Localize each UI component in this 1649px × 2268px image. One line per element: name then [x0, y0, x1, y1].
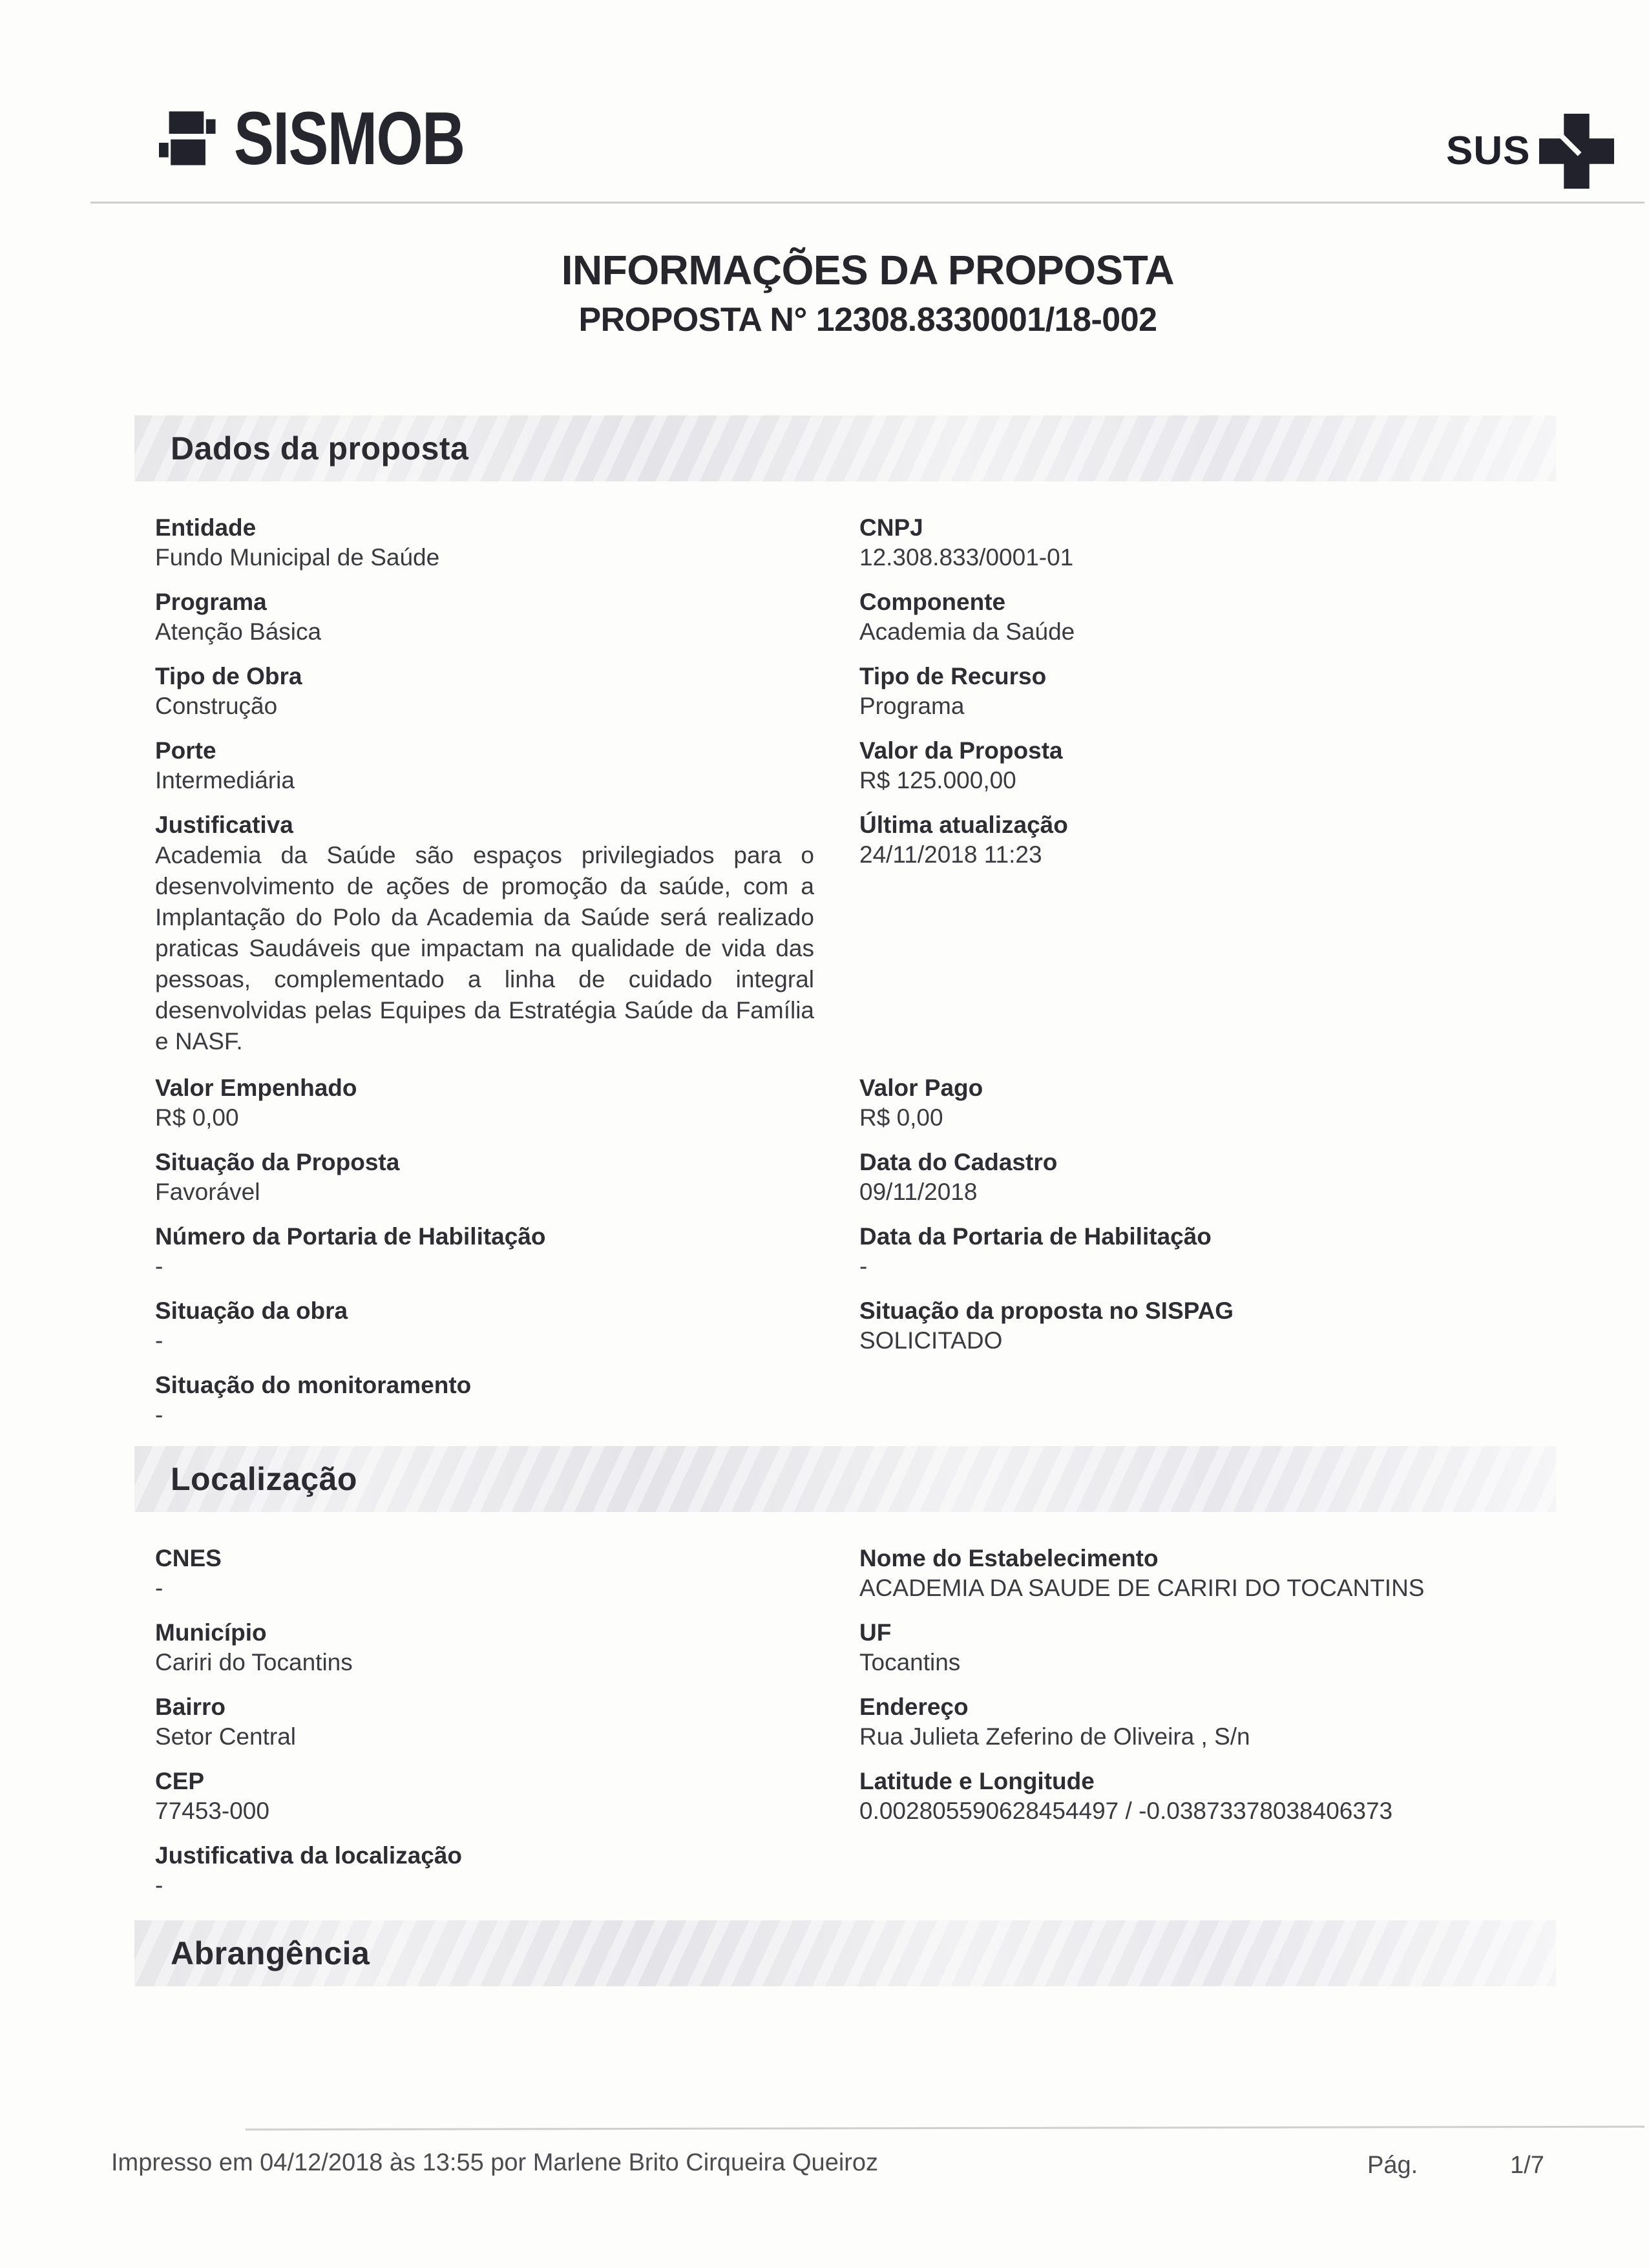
field-data-do-cadastro [859, 1148, 1557, 1206]
field-data-portaria-habilitacao [859, 1223, 1557, 1280]
field-value: - [859, 1253, 868, 1279]
field-label: Valor Empenhado [155, 1075, 357, 1101]
field-value: 24/11/2018 11:23 [859, 841, 1042, 868]
field-label: Valor Pago [859, 1075, 983, 1101]
field-endereco [859, 1693, 1557, 1750]
field-label: Última atualização [859, 812, 1068, 838]
field-value: Programa [859, 693, 965, 719]
section-title-dados: Dados da proposta [171, 430, 469, 467]
field-valor-da-proposta [859, 737, 1557, 794]
field-programa [155, 588, 859, 646]
sismob-logo [159, 96, 522, 180]
field-componente [859, 588, 1557, 646]
field-value: Setor Central [155, 1723, 296, 1750]
field-situacao-da-obra [155, 1297, 859, 1354]
field-justificativa-da-localizacao [155, 1842, 859, 1899]
field-value: Construção [155, 693, 278, 719]
field-nome-do-estabelecimento [859, 1544, 1557, 1602]
field-label: Porte [155, 737, 216, 764]
field-entidade [155, 514, 859, 571]
field-situacao-proposta-sispag [859, 1297, 1557, 1354]
field-label: UF [859, 1619, 892, 1646]
field-value: Academia da Saúde [859, 618, 1075, 645]
field-label: Data do Cadastro [859, 1149, 1058, 1175]
field-value: 0.002805590628454497 / -0.03873378038406373 [859, 1798, 1393, 1824]
field-label: Situação da Proposta [155, 1149, 400, 1175]
field-value: Fundo Municipal de Saúde [155, 544, 440, 571]
page-title: INFORMAÇÕES DA PROPOSTA [561, 247, 1175, 293]
footer-divider [246, 2126, 1644, 2131]
proposal-number-subtitle: PROPOSTA N° 12308.8330001/18-002 [578, 300, 1157, 339]
field-label: Programa [155, 589, 267, 615]
field-value: Rua Julieta Zeferino de Oliveira , S/n [859, 1723, 1250, 1750]
field-value: 09/11/2018 [859, 1179, 978, 1205]
sus-cross-icon [1539, 114, 1614, 189]
sismob-blocks-icon [159, 107, 226, 170]
field-label: Endereço [859, 1694, 969, 1720]
field-label: Valor da Proposta [859, 737, 1063, 764]
field-valor-pago [859, 1074, 1557, 1131]
field-tipo-de-recurso [859, 662, 1557, 720]
field-value: Academia da Saúde são espaços privilegiados para o desenvolvimento de ações de promoção da saúde, com a Implantação do Polo da Academia da Saúde será realizado praticas Saudáveis que impactam na qualidade de vida das pessoas, complementado a linha de cuidado integral desenvolvidas pelas Equipes da Estratégia Saúde da Família e NASF. [155, 842, 814, 1055]
field-value: R$ 125.000,00 [859, 767, 1016, 793]
dados-field-grid [155, 514, 1557, 1429]
field-label: Justificativa da localização [155, 1842, 463, 1869]
field-tipo-de-obra [155, 662, 859, 720]
field-label: CEP [155, 1768, 205, 1794]
field-value: 77453-000 [155, 1798, 269, 1824]
field-ultima-atualizacao [859, 811, 1557, 868]
field-value: Tocantins [859, 1649, 961, 1675]
field-cnes [155, 1544, 859, 1602]
field-value: R$ 0,00 [155, 1104, 239, 1131]
field-bairro [155, 1693, 859, 1750]
field-label: Entidade [155, 514, 257, 541]
field-value: Atenção Básica [155, 618, 322, 645]
field-label: CNES [155, 1545, 222, 1571]
field-label: CNPJ [859, 514, 923, 541]
field-valor-empenhado [155, 1074, 859, 1131]
field-label: Situação do monitoramento [155, 1372, 472, 1398]
sismob-logo-text: SISMOB [234, 96, 465, 180]
sus-logo [1446, 114, 1614, 189]
field-cnpj [859, 514, 1557, 571]
print-info: Impresso em 04/12/2018 às 13:55 por Marlene Brito Cirqueira Queiroz [111, 2149, 879, 2176]
field-value: - [155, 1402, 163, 1428]
field-label: Latitude e Longitude [859, 1768, 1095, 1794]
title-block [87, 247, 1649, 339]
localizacao-field-grid [155, 1544, 1557, 1899]
field-value: - [155, 1327, 163, 1354]
section-band-dados [134, 415, 1556, 481]
page-label: Pág. [1367, 2152, 1418, 2179]
field-label: Componente [859, 589, 1006, 615]
field-label: Município [155, 1619, 267, 1646]
header-divider [90, 202, 1644, 204]
field-value: R$ 0,00 [859, 1104, 943, 1131]
section-title-abrangencia: Abrangência [171, 1935, 370, 1971]
field-latitude-longitude [859, 1767, 1557, 1825]
field-situacao-do-monitoramento [155, 1371, 859, 1429]
field-label: Data da Portaria de Habilitação [859, 1223, 1212, 1250]
sus-logo-text: SUS [1446, 129, 1531, 173]
field-porte [155, 737, 859, 794]
field-uf [859, 1619, 1557, 1676]
field-value: Cariri do Tocantins [155, 1649, 353, 1675]
field-numero-portaria-habilitacao [155, 1223, 859, 1280]
field-label: Justificativa [155, 812, 293, 838]
field-value: 12.308.833/0001-01 [859, 544, 1074, 571]
field-municipio [155, 1619, 859, 1676]
field-value: ACADEMIA DA SAUDE DE CARIRI DO TOCANTINS [859, 1575, 1425, 1601]
field-label: Situação da proposta no SISPAG [859, 1297, 1234, 1324]
field-value: - [155, 1872, 163, 1898]
field-value: - [155, 1253, 163, 1279]
section-title-localizacao: Localização [171, 1461, 357, 1497]
field-value: SOLICITADO [859, 1327, 1003, 1354]
field-label: Tipo de Obra [155, 663, 302, 689]
field-label: Situação da obra [155, 1297, 348, 1324]
page-number: 1/7 [1510, 2152, 1544, 2179]
field-value: Favorável [155, 1179, 260, 1205]
field-label: Bairro [155, 1694, 226, 1720]
field-value: - [155, 1575, 163, 1601]
field-cep [155, 1767, 859, 1825]
section-band-localizacao [134, 1446, 1556, 1512]
field-label: Tipo de Recurso [859, 663, 1047, 689]
field-situacao-da-proposta [155, 1148, 859, 1206]
section-band-abrangencia [134, 1920, 1556, 1986]
field-value: Intermediária [155, 767, 295, 793]
field-label: Número da Portaria de Habilitação [155, 1223, 546, 1250]
field-label: Nome do Estabelecimento [859, 1545, 1159, 1571]
field-justificativa [155, 811, 859, 1057]
